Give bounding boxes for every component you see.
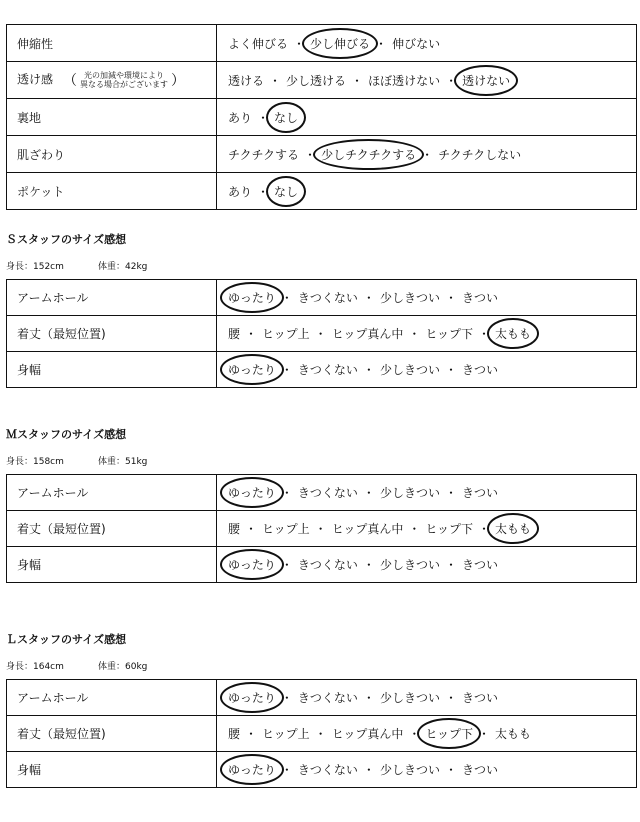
selected-option: 透けない [462, 73, 511, 88]
staff-height: 身長：164cm [6, 662, 64, 672]
selected-option: 太もも [495, 522, 532, 536]
label-text: 身幅 [17, 363, 42, 377]
option-separator: ・ [280, 363, 293, 377]
row-label [7, 173, 217, 210]
option-separator: ・ [245, 727, 258, 741]
option: ヒップ上 [262, 522, 310, 536]
staff-weight: 体重：42kg [98, 262, 148, 272]
option: きつくない [297, 363, 358, 377]
option: 太もも [495, 727, 532, 741]
row-options [217, 280, 637, 316]
option-separator: ・ [304, 147, 317, 162]
option: 少しきつい [379, 691, 440, 705]
option-separator: ・ [314, 522, 327, 536]
selected-option: ゆったり [228, 691, 276, 705]
row-options [217, 316, 637, 352]
size-row-length [7, 511, 637, 547]
staff-body-info [6, 259, 147, 272]
option-separator: ・ [444, 486, 457, 500]
row-options [217, 511, 637, 547]
staff-weight: 体重：51kg [98, 457, 148, 467]
option-separator: ・ [445, 73, 458, 88]
selected-option: ゆったり [228, 763, 276, 777]
row-options [217, 752, 637, 788]
option-separator: ・ [444, 558, 457, 572]
label-text: 着丈（最短位置) [17, 522, 106, 536]
row-label [7, 547, 217, 583]
option: 少しきつい [379, 486, 440, 500]
option: ヒップ下 [425, 327, 473, 341]
option: きつい [461, 558, 498, 572]
option: ヒップ真ん中 [331, 327, 404, 341]
option: あり [228, 110, 253, 125]
option: ヒップ上 [262, 727, 310, 741]
label-text: アームホール [17, 691, 89, 705]
selected-option: ゆったり [228, 291, 276, 305]
row-label [7, 280, 217, 316]
staff-weight: 体重：60kg [98, 662, 148, 672]
option-separator: ・ [293, 36, 306, 51]
fabric-properties-table [6, 24, 637, 210]
option: きつくない [297, 691, 358, 705]
size-row-length [7, 316, 637, 352]
option: きつくない [297, 763, 358, 777]
note-line: 光の加減や環境により [84, 71, 165, 80]
option-separator: ・ [280, 558, 293, 572]
option-separator: ・ [375, 36, 388, 51]
option-separator: ・ [257, 110, 270, 125]
option-separator: ・ [444, 691, 457, 705]
option-separator: ・ [444, 291, 457, 305]
row-label [7, 99, 217, 136]
fabric-row-lining [7, 99, 637, 136]
option: ヒップ真ん中 [331, 522, 404, 536]
row-label [7, 511, 217, 547]
option: 腰 [228, 522, 241, 536]
row-options [217, 173, 637, 210]
fabric-row-pocket [7, 173, 637, 210]
option: きつくない [297, 558, 358, 572]
fabric-row-stretch [7, 25, 637, 62]
option-separator: ・ [444, 763, 457, 777]
label-text: 裏地 [17, 110, 42, 125]
option: 腰 [228, 327, 241, 341]
label-note: （ 光の加減や環境により 異なる場合がございます ） [63, 71, 186, 89]
option: あり [228, 184, 253, 199]
row-options [217, 62, 637, 99]
label-text: 透け感 [17, 72, 54, 87]
option: ヒップ上 [262, 327, 310, 341]
option-separator: ・ [280, 691, 293, 705]
row-label [7, 352, 217, 388]
selected-option: なし [274, 184, 299, 199]
option-separator: ・ [408, 727, 421, 741]
staff-height: 身長：152cm [6, 262, 64, 272]
option-separator: ・ [444, 363, 457, 377]
size-row-width [7, 752, 637, 788]
option-separator: ・ [362, 558, 375, 572]
option: 少しきつい [379, 363, 440, 377]
staff-size-table [6, 679, 637, 788]
option: 少しきつい [379, 558, 440, 572]
note-line: 異なる場合がございます [80, 80, 169, 89]
option-separator: ・ [362, 291, 375, 305]
option-separator: ・ [245, 327, 258, 341]
option: きつくない [297, 291, 358, 305]
label-text: 伸縮性 [17, 36, 54, 51]
option-separator: ・ [314, 327, 327, 341]
size-row-width [7, 352, 637, 388]
option-separator: ・ [314, 727, 327, 741]
row-label [7, 680, 217, 716]
row-options [217, 716, 637, 752]
option: 少し透ける [286, 73, 347, 88]
size-row-armhole [7, 680, 637, 716]
staff-height: 身長：158cm [6, 457, 64, 467]
row-label [7, 716, 217, 752]
row-label [7, 136, 217, 173]
row-options [217, 99, 637, 136]
size-row-length [7, 716, 637, 752]
selected-option: 太もも [495, 327, 532, 341]
row-options [217, 547, 637, 583]
staff-body-info [6, 659, 147, 672]
option-separator: ・ [280, 486, 293, 500]
option-separator: ・ [362, 691, 375, 705]
option-separator: ・ [362, 486, 375, 500]
row-label [7, 25, 217, 62]
row-label [7, 475, 217, 511]
option-separator: ・ [477, 522, 490, 536]
row-options [217, 680, 637, 716]
option-separator: ・ [362, 363, 375, 377]
option: きつい [461, 486, 498, 500]
option-separator: ・ [421, 147, 434, 162]
option: 少しきつい [379, 291, 440, 305]
selected-option: ヒップ下 [425, 727, 473, 741]
label-text: 着丈（最短位置) [17, 327, 106, 341]
option-separator: ・ [280, 291, 293, 305]
option-separator: ・ [257, 184, 270, 199]
option-separator: ・ [280, 763, 293, 777]
size-row-width [7, 547, 637, 583]
row-label [7, 62, 217, 99]
option: ほぼ透けない [368, 73, 441, 88]
label-text: 身幅 [17, 558, 42, 572]
staff-size-table [6, 474, 637, 583]
label-text: 肌ざわり [17, 147, 66, 162]
option-separator: ・ [408, 522, 421, 536]
section-title: Ｌスタッフのサイズ感想 [6, 633, 127, 646]
row-options [217, 25, 637, 62]
selected-option: ゆったり [228, 363, 276, 377]
fabric-row-sheerness [7, 62, 637, 99]
option-separator: ・ [351, 73, 364, 88]
option-separator: ・ [408, 327, 421, 341]
row-options [217, 136, 637, 173]
option: ヒップ真ん中 [331, 727, 404, 741]
option: きつい [461, 363, 498, 377]
size-row-armhole [7, 280, 637, 316]
staff-body-info [6, 454, 147, 467]
option-separator: ・ [362, 763, 375, 777]
label-text: 身幅 [17, 763, 42, 777]
label-text: アームホール [17, 291, 89, 305]
row-label [7, 316, 217, 352]
option-separator: ・ [245, 522, 258, 536]
label-text: アームホール [17, 486, 89, 500]
label-text: ポケット [17, 184, 65, 199]
fabric-row-texture [7, 136, 637, 173]
selected-option: 少し伸びる [310, 36, 371, 51]
option: チクチクする [228, 147, 300, 162]
option: 伸びない [392, 36, 441, 51]
selected-option: なし [274, 110, 299, 125]
staff-size-table [6, 279, 637, 388]
option: 少しきつい [379, 763, 440, 777]
selected-option: ゆったり [228, 486, 276, 500]
option: きつくない [297, 486, 358, 500]
section-title: Ｓスタッフのサイズ感想 [6, 233, 127, 246]
option: 腰 [228, 727, 241, 741]
option: ヒップ下 [425, 522, 473, 536]
option: きつい [461, 763, 498, 777]
option-separator: ・ [477, 327, 490, 341]
row-label [7, 752, 217, 788]
row-options [217, 475, 637, 511]
selected-option: ゆったり [228, 558, 276, 572]
option: 透ける [228, 73, 265, 88]
section-title: Ｍスタッフのサイズ感想 [6, 428, 127, 441]
selected-option: 少しチクチクする [321, 147, 417, 162]
option: きつい [461, 291, 498, 305]
option: チクチクしない [438, 147, 522, 162]
option-separator: ・ [477, 727, 490, 741]
option: よく伸びる [228, 36, 289, 51]
option: きつい [461, 691, 498, 705]
size-row-armhole [7, 475, 637, 511]
row-options [217, 352, 637, 388]
option-separator: ・ [269, 73, 282, 88]
label-text: 着丈（最短位置) [17, 727, 106, 741]
